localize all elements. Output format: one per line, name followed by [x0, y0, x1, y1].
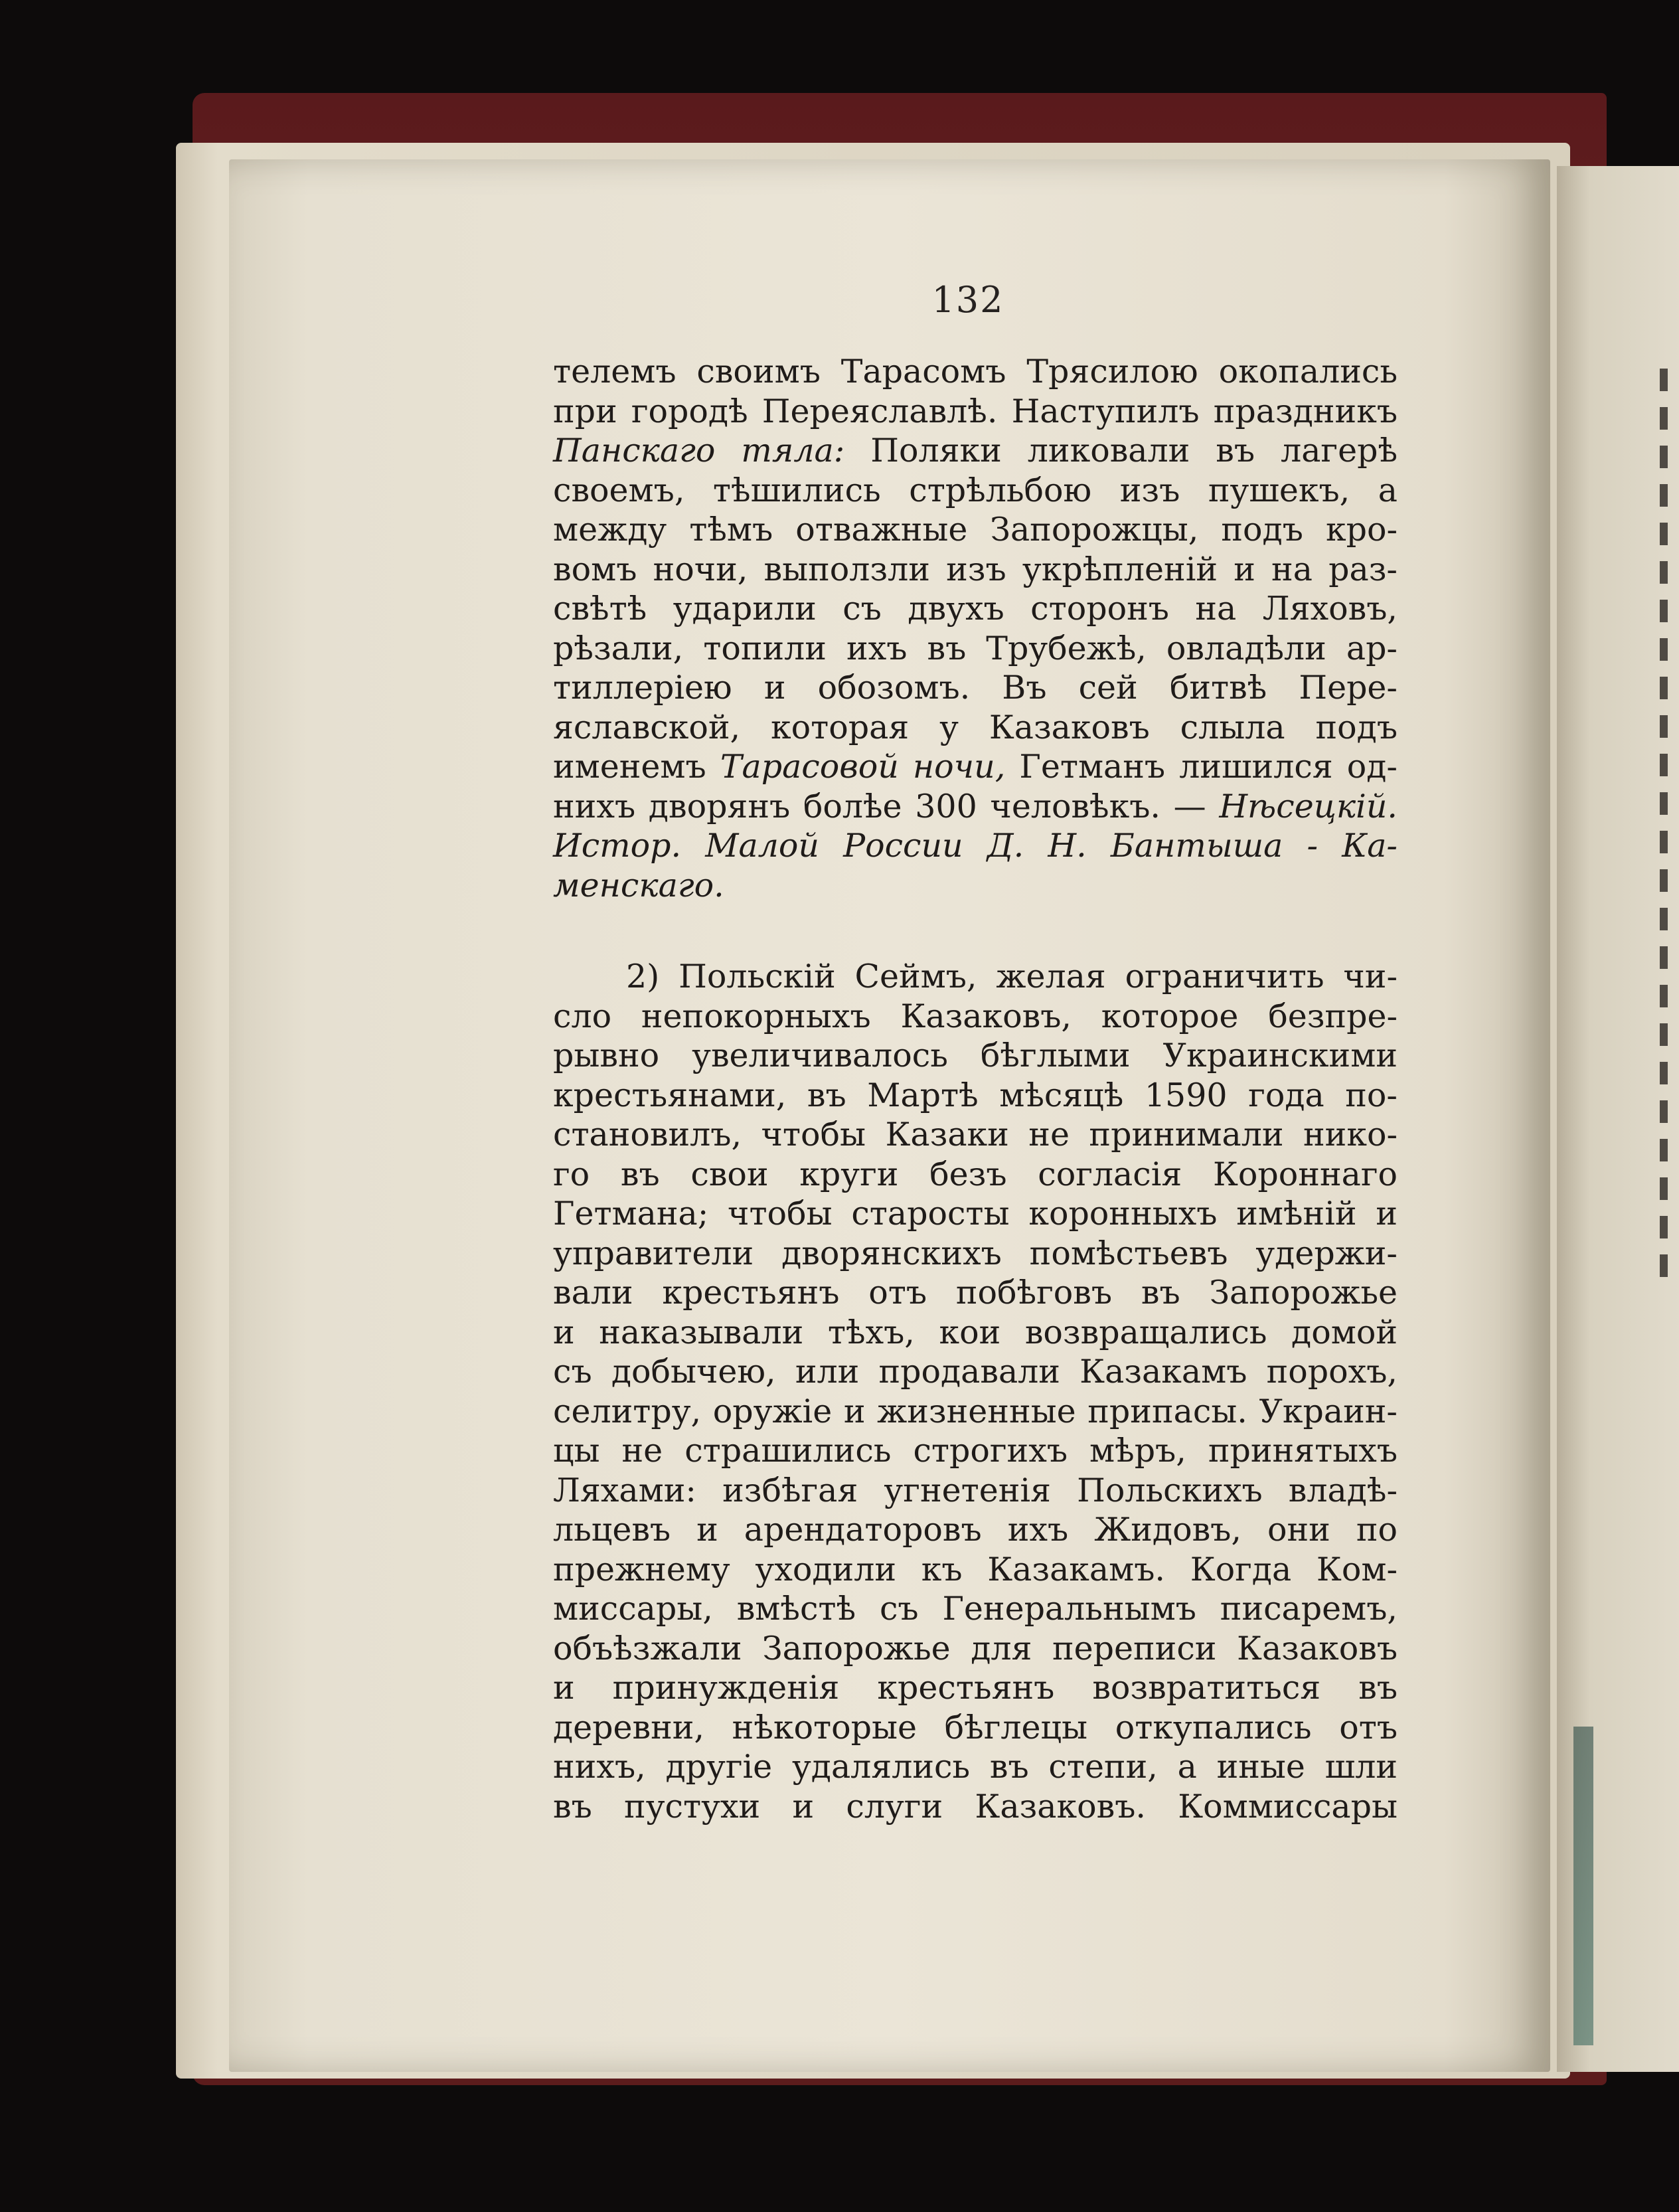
text-line: [553, 826, 1398, 866]
page-text: [553, 352, 1398, 1826]
text-run: Тарасовой ночи,: [720, 748, 1006, 786]
text-line: [553, 1234, 1398, 1274]
text-line: [553, 708, 1398, 748]
text-run: деревни, нѣкоторые бѣглецы откупались отъ: [553, 1708, 1398, 1746]
text-line: [553, 589, 1398, 629]
paragraph-gap: [553, 905, 1398, 957]
text-run: прежнему уходили къ Казакамъ. Когда Ком-: [553, 1550, 1398, 1588]
text-run: становилъ, чтобы Казаки не принимали нико-: [553, 1116, 1398, 1153]
text-line: [553, 550, 1398, 590]
text-run: го въ свои круги безъ согласія Короннаго: [553, 1155, 1398, 1193]
text-run: между тѣмъ отважные Запорожцы, подъ кро-: [553, 511, 1398, 549]
text-line: [553, 1471, 1398, 1511]
facing-page-edge-stain: [1573, 1727, 1593, 2045]
text-line: [553, 1668, 1398, 1708]
text-run: миссары, вмѣстѣ съ Генеральнымъ писаремъ,: [553, 1590, 1398, 1628]
text-run: крестьянами, въ Мартѣ мѣсяцѣ 1590 года по-: [553, 1076, 1398, 1114]
text-line: [553, 1155, 1398, 1195]
text-run: цы не страшились строгихъ мѣръ, принятыхъ: [553, 1432, 1398, 1470]
text-line: [553, 431, 1398, 471]
footnote-1-continuation: [553, 352, 1398, 905]
text-line: [553, 392, 1398, 432]
text-run: въ пустухи и слуги Казаковъ. Коммиссары: [553, 1787, 1398, 1826]
text-run: свѣтѣ ударили съ двухъ сторонъ на Ляховъ,: [553, 590, 1398, 628]
text-run: рывно увеличивалось бѣглыми Украинскими: [553, 1037, 1398, 1074]
text-line: [553, 1708, 1398, 1748]
text-line: [553, 510, 1398, 550]
text-line: [553, 1747, 1398, 1787]
text-run: Поляки ликовали въ лагерѣ: [844, 432, 1398, 469]
text-line: [553, 957, 1398, 997]
text-run: съ добычею, или продавали Казакамъ порохъ,: [553, 1353, 1398, 1391]
text-run: при городѣ Переяславлѣ. Наступилъ праздникъ: [553, 392, 1398, 430]
text-line: [553, 1273, 1398, 1313]
text-line: [553, 1313, 1398, 1353]
text-line: [553, 1076, 1398, 1116]
text-line: [553, 866, 1398, 906]
text-run: и принужденія крестьянъ возвратиться въ: [553, 1669, 1398, 1707]
text-line: [553, 471, 1398, 511]
text-run: селитру, оружіе и жизненные припасы. Украин-: [553, 1392, 1398, 1430]
text-line: [553, 1392, 1398, 1432]
text-run: сло непокорныхъ Казаковъ, которое безпре-: [553, 997, 1398, 1035]
text-run: менскаго.: [553, 866, 724, 904]
text-line: [553, 1589, 1398, 1629]
text-run: яславской, которая у Казаковъ слыла подъ: [553, 708, 1398, 746]
text-line: [553, 997, 1398, 1037]
text-line: [553, 668, 1398, 708]
text-line: [553, 629, 1398, 669]
footnote-2: [553, 957, 1398, 1826]
text-run: телемъ своимъ Тарасомъ Трясилою окопались: [553, 353, 1398, 390]
text-line: [553, 1352, 1398, 1392]
text-line: [553, 1194, 1398, 1234]
text-line: [553, 1550, 1398, 1590]
text-run: 2) Польскій Сеймъ, желая ограничить чи-: [626, 958, 1398, 995]
text-run: нихъ, другіе удалялись въ степи, а иные шли: [553, 1748, 1398, 1786]
text-line: [553, 787, 1398, 827]
text-line: [553, 352, 1398, 392]
text-line: [553, 1510, 1398, 1550]
text-run: и наказывали тѣхъ, кои возвращались домой: [553, 1313, 1398, 1351]
text-run: Истор. Малой России Д. Н. Бантыша - Ка-: [553, 827, 1398, 865]
text-run: своемъ, тѣшились стрѣльбою изъ пушекъ, а: [553, 471, 1398, 509]
text-run: льцевъ и арендаторовъ ихъ Жидовъ, они по: [553, 1511, 1398, 1549]
text-run: вомъ ночи, выползли изъ укрѣпленій и на раз-: [553, 550, 1398, 588]
text-run: тиллеріею и обозомъ. Въ сей битвѣ Пере-: [553, 669, 1398, 707]
text-line: [553, 1787, 1398, 1827]
text-line: [553, 747, 1398, 787]
text-run: именемъ: [553, 748, 720, 786]
text-run: Гетмана; чтобы старосты коронныхъ имѣній и: [553, 1195, 1398, 1233]
text-line: [553, 1036, 1398, 1076]
page-number: 132: [931, 279, 1004, 321]
text-run: управители дворянскихъ помѣстьевъ удержи-: [553, 1234, 1398, 1272]
text-run: Ляхами: избѣгая угнетенія Польскихъ владѣ-: [553, 1471, 1398, 1509]
text-run: объѣзжали Запорожье для переписи Казаковъ: [553, 1629, 1398, 1667]
text-run: нихъ дворянъ болѣе 300 человѣкъ. —: [553, 787, 1220, 825]
text-line: [553, 1431, 1398, 1471]
text-run: рѣзали, топили ихъ въ Трубежѣ, овладѣли ар-: [553, 629, 1398, 667]
text-run: Нѣсецкій.: [1219, 787, 1398, 825]
text-line: [553, 1115, 1398, 1155]
text-run: Гетманъ лишился од-: [1005, 748, 1398, 786]
text-line: [553, 1629, 1398, 1669]
facing-page-text-fragments: [1660, 369, 1676, 1365]
text-run: вали крестьянъ отъ побѣговъ въ Запорожье: [553, 1274, 1398, 1312]
text-run: Панскаго тяла:: [553, 432, 845, 469]
